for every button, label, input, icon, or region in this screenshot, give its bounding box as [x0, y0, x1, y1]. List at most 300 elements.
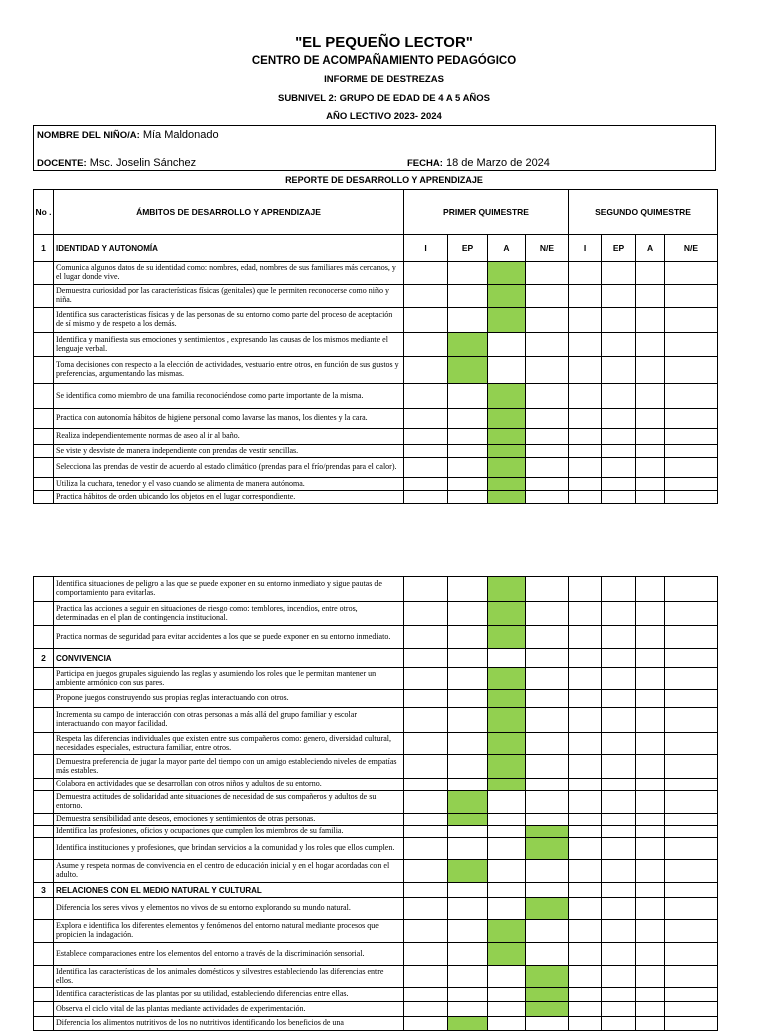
grade-mark-cell	[488, 920, 526, 943]
skill-description: Demuestra actitudes de solidaridad ante situaciones de necesidad de sus compañeros y adultos de su entorno.	[54, 791, 404, 814]
skill-description: Demuestra preferencia de jugar la mayor parte del tiempo con un amigo estableciendo niveles de empatías más estables.	[54, 755, 404, 779]
grade-cell	[569, 779, 602, 791]
empty-cell	[636, 883, 665, 898]
scale-header-cell: N/E	[665, 235, 718, 262]
grade-cell	[665, 491, 718, 504]
grade-mark-cell	[488, 943, 526, 966]
grade-cell	[602, 626, 636, 649]
grade-cell	[448, 384, 488, 409]
grade-cell	[665, 478, 718, 491]
empty-cell	[665, 649, 718, 668]
child-name-row	[37, 129, 219, 141]
skill-description: Incrementa su campo de interacción con otras personas a más allá del grupo familiar y escolar interactuando con mayor facilidad.	[54, 708, 404, 733]
grade-cell	[636, 826, 665, 838]
table-row	[34, 577, 718, 602]
grade-cell	[488, 1002, 526, 1017]
grade-cell	[404, 826, 448, 838]
grade-cell	[665, 409, 718, 429]
grade-cell	[404, 779, 448, 791]
grade-cell	[636, 898, 665, 920]
skill-description: Practica hábitos de orden ubicando los objetos en el lugar correspondiente.	[54, 491, 404, 504]
grade-mark-cell	[488, 384, 526, 409]
grade-cell	[636, 262, 665, 285]
empty-cell	[526, 649, 569, 668]
grade-cell	[602, 602, 636, 626]
grade-cell	[526, 333, 569, 357]
table-row	[34, 943, 718, 966]
grade-cell	[404, 285, 448, 308]
grade-cell	[569, 988, 602, 1002]
row-number-cell	[34, 458, 54, 478]
row-number-cell	[34, 668, 54, 690]
grade-cell	[569, 409, 602, 429]
skill-description: Practica con autonomía hábitos de higiene personal como lavarse las manos, los dientes y la cara.	[54, 409, 404, 429]
grade-mark-cell	[488, 285, 526, 308]
skill-description: Identifica y manifiesta sus emociones y sentimientos , expresando las causas de los mismos mediante el lenguaje verbal.	[54, 333, 404, 357]
no-header: No .	[34, 190, 54, 235]
grade-cell	[602, 458, 636, 478]
row-number-cell	[34, 262, 54, 285]
skill-description: Diferencia los seres vivos y elementos no vivos de su entorno explorando su mundo natural.	[54, 898, 404, 920]
table-row	[34, 333, 718, 357]
row-number-cell	[34, 943, 54, 966]
grade-cell	[448, 409, 488, 429]
grade-cell	[665, 357, 718, 384]
skill-description: Colabora en actividades que se desarrollan con otros niños y adultos de su entorno.	[54, 779, 404, 791]
skill-description: Practica normas de seguridad para evitar accidentes a los que se puede exponer en su entorno inmediato.	[54, 626, 404, 649]
grade-mark-cell	[488, 779, 526, 791]
grade-cell	[526, 690, 569, 708]
empty-cell	[488, 883, 526, 898]
grade-cell	[636, 602, 665, 626]
table-row	[34, 357, 718, 384]
grade-cell	[526, 285, 569, 308]
grade-cell	[404, 445, 448, 458]
grade-cell	[526, 791, 569, 814]
grade-cell	[665, 445, 718, 458]
grade-mark-cell	[488, 690, 526, 708]
grade-mark-cell	[526, 898, 569, 920]
skill-description: Identifica situaciones de peligro a las que se puede exponer en su entorno inmediato y sigue pautas de comportamiento para evitarlas.	[54, 577, 404, 602]
grade-cell	[448, 577, 488, 602]
grade-cell	[448, 429, 488, 445]
skill-description: Demuestra curiosidad por las características físicas (genitales) que le permiten reconocerse como niño y niña.	[54, 285, 404, 308]
skill-description: Se identifica como miembro de una familia reconociéndose como parte importante de la misma.	[54, 384, 404, 409]
grade-cell	[665, 708, 718, 733]
grade-cell	[665, 626, 718, 649]
grade-mark-cell	[488, 409, 526, 429]
empty-cell	[404, 883, 448, 898]
grade-cell	[602, 988, 636, 1002]
grade-cell	[665, 602, 718, 626]
section-row	[34, 649, 718, 668]
teacher-value: Msc. Joselin Sánchez	[89, 157, 197, 169]
grade-mark-cell	[526, 988, 569, 1002]
grade-cell	[569, 838, 602, 860]
scale-header-cell: A	[636, 235, 665, 262]
grade-cell	[665, 826, 718, 838]
grade-cell	[526, 602, 569, 626]
grade-cell	[526, 755, 569, 779]
grade-cell	[526, 445, 569, 458]
child-name-value: Mía Maldonado	[142, 129, 219, 141]
skill-description: Identifica características de las plantas por su utilidad, estableciendo diferencias entre ellas.	[54, 988, 404, 1002]
grade-cell	[526, 920, 569, 943]
grade-cell	[602, 826, 636, 838]
table-row	[34, 826, 718, 838]
grade-cell	[404, 668, 448, 690]
grade-cell	[602, 690, 636, 708]
empty-cell	[569, 649, 602, 668]
row-number-cell	[34, 755, 54, 779]
grade-mark-cell	[488, 478, 526, 491]
row-number-cell	[34, 333, 54, 357]
row-number-cell	[34, 860, 54, 883]
skill-description: Respeta las diferencias individuales que existen entre sus compañeros como: genero, diversidad cultural, necesidades especiales, estructura familiar, entre otros.	[54, 733, 404, 755]
row-number-cell	[34, 602, 54, 626]
skill-description: Demuestra sensibilidad ante deseos, emociones y sentimientos de otras personas.	[54, 814, 404, 826]
grade-cell	[404, 491, 448, 504]
section-row	[34, 883, 718, 898]
grade-cell	[448, 1002, 488, 1017]
grade-cell	[569, 668, 602, 690]
grade-cell	[665, 920, 718, 943]
scale-header-cell: EP	[602, 235, 636, 262]
grade-cell	[665, 429, 718, 445]
grade-cell	[526, 478, 569, 491]
grade-cell	[602, 577, 636, 602]
skill-description: Selecciona las prendas de vestir de acuerdo al estado climático (prendas para el frío/prendas para el calor).	[54, 458, 404, 478]
grade-cell	[636, 1002, 665, 1017]
grade-cell	[526, 409, 569, 429]
grade-mark-cell	[448, 333, 488, 357]
grade-cell	[636, 308, 665, 333]
grade-cell	[665, 384, 718, 409]
grade-cell	[448, 779, 488, 791]
row-number-cell	[34, 826, 54, 838]
grade-cell	[602, 779, 636, 791]
skill-description: Comunica algunos datos de su identidad como: nombres, edad, nombres de sus familiares más cercanos, y el lugar donde vive.	[54, 262, 404, 285]
grade-cell	[665, 988, 718, 1002]
grade-cell	[526, 814, 569, 826]
row-number-cell	[34, 791, 54, 814]
empty-cell	[602, 649, 636, 668]
row-number-cell	[34, 1002, 54, 1017]
empty-cell	[665, 883, 718, 898]
grade-cell	[569, 733, 602, 755]
grade-cell	[602, 755, 636, 779]
grade-cell	[448, 690, 488, 708]
grade-mark-cell	[488, 668, 526, 690]
skill-description: Diferencia los alimentos nutritivos de los no nutritivos identificando los beneficios de una	[54, 1017, 404, 1031]
section-number: 2	[34, 649, 54, 668]
table-row	[34, 988, 718, 1002]
grade-cell	[404, 308, 448, 333]
section-number: 1	[34, 235, 54, 262]
teacher-label: DOCENTE:	[37, 158, 87, 169]
grade-cell	[665, 838, 718, 860]
table-row	[34, 285, 718, 308]
grade-cell	[665, 690, 718, 708]
grade-cell	[602, 838, 636, 860]
table-row	[34, 626, 718, 649]
section-title: IDENTIDAD Y AUTONOMÍA	[54, 235, 404, 262]
grade-cell	[526, 779, 569, 791]
grade-cell	[448, 943, 488, 966]
table-row	[34, 429, 718, 445]
empty-cell	[636, 649, 665, 668]
date-row	[407, 157, 550, 169]
grade-cell	[488, 357, 526, 384]
grade-cell	[526, 429, 569, 445]
skill-description: Realiza independientemente normas de aseo al ir al baño.	[54, 429, 404, 445]
grade-cell	[448, 920, 488, 943]
grade-cell	[636, 943, 665, 966]
grade-cell	[636, 966, 665, 988]
grade-cell	[448, 478, 488, 491]
grade-cell	[569, 1002, 602, 1017]
grade-cell	[665, 262, 718, 285]
skill-description: Identifica instituciones y profesiones, que brindan servicios a la comunidad y los roles que ellos cumplen.	[54, 838, 404, 860]
skill-description: Identifica las características de los animales domésticos y silvestres estableciendo las diferencias entre ellos.	[54, 966, 404, 988]
grade-cell	[602, 668, 636, 690]
grade-cell	[636, 285, 665, 308]
grade-cell	[404, 966, 448, 988]
grade-cell	[488, 966, 526, 988]
empty-cell	[488, 649, 526, 668]
grade-cell	[526, 491, 569, 504]
grade-cell	[602, 898, 636, 920]
scale-header-cell: EP	[448, 235, 488, 262]
report-name: INFORME DE DESTREZAS	[324, 74, 444, 85]
grade-mark-cell	[448, 791, 488, 814]
skills-table-page-1	[33, 189, 718, 504]
grade-cell	[569, 333, 602, 357]
grade-cell	[602, 445, 636, 458]
grade-cell	[602, 708, 636, 733]
grade-cell	[448, 308, 488, 333]
grade-cell	[404, 478, 448, 491]
grade-mark-cell	[448, 860, 488, 883]
table-row	[34, 920, 718, 943]
grade-cell	[665, 814, 718, 826]
grade-cell	[602, 733, 636, 755]
grade-cell	[636, 491, 665, 504]
grade-cell	[569, 898, 602, 920]
table-row	[34, 308, 718, 333]
grade-cell	[404, 577, 448, 602]
row-number-cell	[34, 491, 54, 504]
grade-mark-cell	[488, 626, 526, 649]
grade-cell	[569, 755, 602, 779]
grade-cell	[665, 791, 718, 814]
school-name: "EL PEQUEÑO LECTOR"	[295, 34, 473, 51]
grade-cell	[636, 384, 665, 409]
grade-cell	[636, 779, 665, 791]
grade-cell	[526, 262, 569, 285]
grade-cell	[569, 708, 602, 733]
grade-cell	[602, 429, 636, 445]
empty-cell	[448, 649, 488, 668]
grade-cell	[404, 988, 448, 1002]
grade-cell	[602, 791, 636, 814]
row-number-cell	[34, 409, 54, 429]
skill-description: Observa el ciclo vital de las plantas mediante actividades de experimentación.	[54, 1002, 404, 1017]
grade-cell	[404, 458, 448, 478]
grade-cell	[526, 384, 569, 409]
grade-cell	[526, 357, 569, 384]
grade-mark-cell	[488, 429, 526, 445]
grade-cell	[665, 1002, 718, 1017]
row-number-cell	[34, 708, 54, 733]
grade-mark-cell	[488, 602, 526, 626]
table-row	[34, 690, 718, 708]
table-row	[34, 898, 718, 920]
row-number-cell	[34, 384, 54, 409]
skill-description: Propone juegos construyendo sus propias reglas interactuando con otros.	[54, 690, 404, 708]
row-number-cell	[34, 733, 54, 755]
grade-cell	[488, 826, 526, 838]
empty-cell	[448, 883, 488, 898]
row-number-cell	[34, 814, 54, 826]
scale-header-cell: A	[488, 235, 526, 262]
grade-cell	[404, 838, 448, 860]
empty-cell	[602, 883, 636, 898]
row-number-cell	[34, 838, 54, 860]
grade-mark-cell	[488, 262, 526, 285]
grade-cell	[636, 988, 665, 1002]
grade-cell	[404, 708, 448, 733]
skill-description: Utiliza la cuchara, tenedor y el vaso cuando se alimenta de manera autónoma.	[54, 478, 404, 491]
grade-cell	[404, 733, 448, 755]
table-row	[34, 966, 718, 988]
table-row	[34, 838, 718, 860]
grade-cell	[636, 860, 665, 883]
grade-cell	[602, 943, 636, 966]
table-row	[34, 860, 718, 883]
grade-cell	[526, 708, 569, 733]
scale-header-cell: I	[569, 235, 602, 262]
grade-cell	[569, 626, 602, 649]
first-term-header: PRIMER QUIMESTRE	[404, 190, 569, 235]
table-row	[34, 602, 718, 626]
table-row	[34, 791, 718, 814]
grade-mark-cell	[488, 491, 526, 504]
grade-cell	[636, 458, 665, 478]
section-number: 3	[34, 883, 54, 898]
grade-cell	[665, 966, 718, 988]
grade-cell	[665, 668, 718, 690]
grade-cell	[404, 898, 448, 920]
grade-cell	[526, 860, 569, 883]
grade-cell	[404, 860, 448, 883]
grade-cell	[636, 409, 665, 429]
grade-cell	[448, 626, 488, 649]
grade-mark-cell	[488, 708, 526, 733]
grade-cell	[665, 308, 718, 333]
grade-cell	[569, 791, 602, 814]
grade-cell	[569, 577, 602, 602]
table-row	[34, 478, 718, 491]
grade-cell	[526, 733, 569, 755]
grade-cell	[448, 898, 488, 920]
grade-cell	[448, 755, 488, 779]
grade-cell	[602, 262, 636, 285]
grade-cell	[404, 333, 448, 357]
grade-cell	[569, 943, 602, 966]
table-row	[34, 445, 718, 458]
skill-description: Se viste y desviste de manera independiente con prendas de vestir sencillas.	[54, 445, 404, 458]
scale-header-cell: N/E	[526, 235, 569, 262]
grade-cell	[569, 826, 602, 838]
grade-cell	[526, 626, 569, 649]
grade-mark-cell	[448, 814, 488, 826]
sublevel: SUBNIVEL 2: GRUPO DE EDAD DE 4 A 5 AÑOS	[277, 93, 491, 104]
grade-cell	[602, 920, 636, 943]
row-number-cell	[34, 285, 54, 308]
grade-cell	[404, 1002, 448, 1017]
grade-cell	[636, 814, 665, 826]
grade-cell	[602, 384, 636, 409]
grade-cell	[404, 920, 448, 943]
school-year: AÑO LECTIVO 2023- 2024	[326, 111, 442, 122]
section-title: RELACIONES CON EL MEDIO NATURAL Y CULTURAL	[54, 883, 404, 898]
grade-cell	[636, 791, 665, 814]
table-row	[34, 409, 718, 429]
empty-cell	[404, 649, 448, 668]
empty-cell	[569, 883, 602, 898]
date-label: FECHA:	[407, 158, 443, 169]
grade-cell	[569, 458, 602, 478]
grade-cell	[636, 690, 665, 708]
table-body-page-1	[34, 190, 718, 504]
grade-cell	[569, 357, 602, 384]
grade-cell	[569, 602, 602, 626]
grade-cell	[488, 814, 526, 826]
row-number-cell	[34, 898, 54, 920]
grade-cell	[448, 491, 488, 504]
table-row	[34, 262, 718, 285]
grade-mark-cell	[526, 838, 569, 860]
table-header-row	[34, 190, 718, 235]
grade-cell	[636, 733, 665, 755]
grade-cell	[636, 838, 665, 860]
grade-cell	[569, 285, 602, 308]
grade-cell	[665, 733, 718, 755]
grade-cell	[665, 285, 718, 308]
grade-cell	[404, 626, 448, 649]
grade-cell	[448, 988, 488, 1002]
grade-cell	[636, 333, 665, 357]
grade-mark-cell	[526, 826, 569, 838]
grade-cell	[636, 626, 665, 649]
grade-cell	[488, 988, 526, 1002]
child-name-label: NOMBRE DEL NIÑO/A:	[37, 130, 140, 141]
row-number-cell	[34, 966, 54, 988]
grade-cell	[569, 429, 602, 445]
table-row	[34, 491, 718, 504]
grade-mark-cell	[488, 755, 526, 779]
grade-cell	[665, 779, 718, 791]
row-number-cell	[34, 988, 54, 1002]
grade-cell	[569, 920, 602, 943]
grade-cell	[404, 755, 448, 779]
grade-cell	[569, 308, 602, 333]
row-number-cell	[34, 779, 54, 791]
grade-mark-cell	[488, 733, 526, 755]
row-number-cell	[34, 577, 54, 602]
grade-cell	[602, 409, 636, 429]
